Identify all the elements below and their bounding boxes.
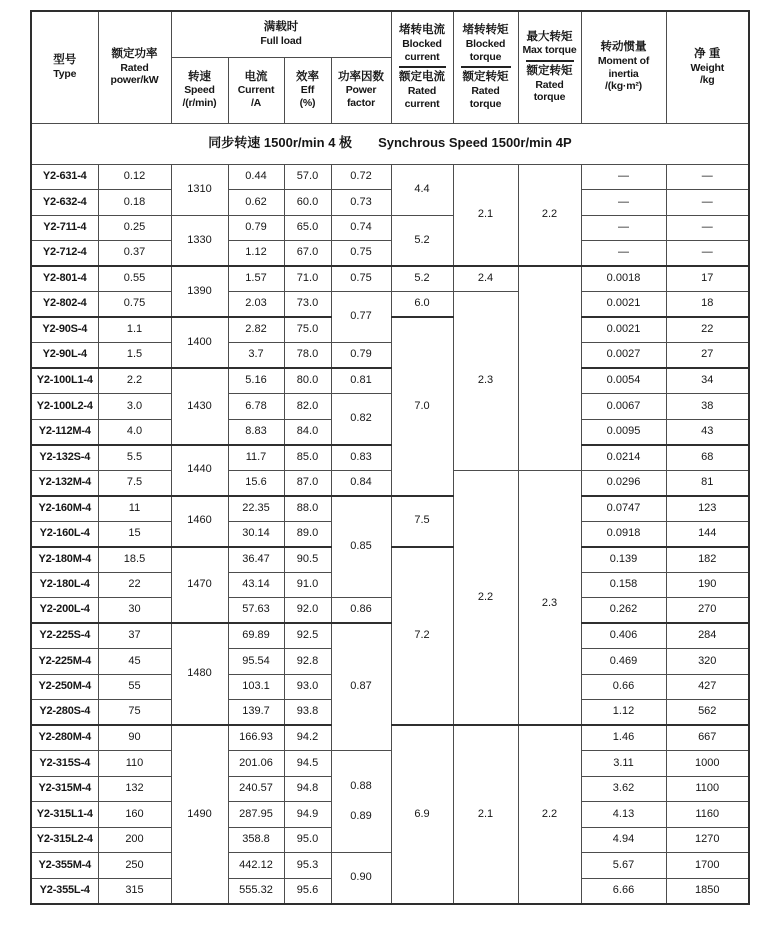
cell-current: 0.62 (228, 190, 284, 216)
cell-current: 139.7 (228, 700, 284, 726)
cell-type: Y2-315L1-4 (31, 802, 98, 828)
cell-max-torque-ratio (518, 266, 581, 470)
cell-weight: 1000 (666, 751, 749, 777)
cell-inertia: 3.62 (581, 776, 666, 802)
cell-type: Y2-711-4 (31, 215, 98, 241)
cell-eff: 75.0 (284, 317, 331, 343)
cell-current: 5.16 (228, 368, 284, 394)
table-row (31, 164, 749, 190)
cell-current: 201.06 (228, 751, 284, 777)
cell-inertia: 1.46 (581, 725, 666, 751)
cell-weight: 1100 (666, 776, 749, 802)
cell-eff: 88.0 (284, 496, 331, 522)
table-row (31, 623, 749, 649)
cell-eff: 93.0 (284, 674, 331, 700)
cell-eff: 92.5 (284, 623, 331, 649)
cell-power: 30 (98, 598, 171, 624)
cell-inertia: — (581, 215, 666, 241)
cell-eff: 93.8 (284, 700, 331, 726)
cell-type: Y2-315M-4 (31, 776, 98, 802)
cell-current: 30.14 (228, 521, 284, 547)
cell-current: 69.89 (228, 623, 284, 649)
cell-type: Y2-280S-4 (31, 700, 98, 726)
cell-power: 0.55 (98, 266, 171, 292)
cell-power-factor: 0.75 (331, 241, 391, 267)
cell-speed: 1480 (171, 623, 228, 725)
cell-weight: 667 (666, 725, 749, 751)
cell-type: Y2-100L2-4 (31, 394, 98, 420)
table-row (31, 343, 749, 369)
cell-power: 160 (98, 802, 171, 828)
cell-blocked-current-ratio: 5.2 (391, 266, 453, 292)
cell-inertia: 0.139 (581, 547, 666, 573)
cell-current: 0.79 (228, 215, 284, 241)
cell-type: Y2-225M-4 (31, 649, 98, 675)
cell-inertia: 0.66 (581, 674, 666, 700)
cell-power-factor: 0.79 (331, 343, 391, 369)
cell-type: Y2-631-4 (31, 164, 98, 190)
cell-current: 3.7 (228, 343, 284, 369)
cell-inertia: — (581, 164, 666, 190)
cell-type: Y2-225S-4 (31, 623, 98, 649)
cell-blocked-torque-ratio: 2.2 (453, 470, 518, 725)
cell-power: 0.18 (98, 190, 171, 216)
cell-type: Y2-280M-4 (31, 725, 98, 751)
cell-weight: 43 (666, 419, 749, 445)
cell-type: Y2-250M-4 (31, 674, 98, 700)
cell-blocked-current-ratio: 6.9 (391, 725, 453, 904)
cell-inertia: 0.0918 (581, 521, 666, 547)
cell-current: 95.54 (228, 649, 284, 675)
table-row (31, 190, 749, 216)
cell-eff: 73.0 (284, 292, 331, 318)
cell-type: Y2-90S-4 (31, 317, 98, 343)
cell-current: 1.57 (228, 266, 284, 292)
cell-speed: 1330 (171, 215, 228, 266)
cell-eff: 92.0 (284, 598, 331, 624)
col-header-current: 电流 Current /A (228, 57, 284, 123)
cell-power-factor: 0.87 (331, 623, 391, 751)
col-group-header-full-load (171, 11, 391, 57)
cell-eff: 80.0 (284, 368, 331, 394)
cell-speed: 1490 (171, 725, 228, 904)
cell-current: 36.47 (228, 547, 284, 573)
cell-weight: 320 (666, 649, 749, 675)
cell-eff: 85.0 (284, 445, 331, 471)
cell-type: Y2-802-4 (31, 292, 98, 318)
cell-type: Y2-712-4 (31, 241, 98, 267)
full-load-header-zh: 满载时 (263, 21, 299, 34)
cell-speed: 1470 (171, 547, 228, 624)
cell-inertia: 0.0018 (581, 266, 666, 292)
cell-eff: 94.9 (284, 802, 331, 828)
cell-blocked-torque-ratio: 2.1 (453, 164, 518, 266)
cell-power: 200 (98, 827, 171, 853)
cell-speed: 1390 (171, 266, 228, 317)
cell-weight: 18 (666, 292, 749, 318)
cell-type: Y2-90L-4 (31, 343, 98, 369)
power-header-en: Rated power/kW (110, 61, 159, 87)
cell-weight: 1270 (666, 827, 749, 853)
cell-type: Y2-100L1-4 (31, 368, 98, 394)
cell-type: Y2-355L-4 (31, 878, 98, 904)
cell-weight: 270 (666, 598, 749, 624)
cell-eff: 90.5 (284, 547, 331, 573)
max-torque-numerator: 最大转矩 Max torque (522, 30, 577, 57)
cell-power: 55 (98, 674, 171, 700)
cell-power-factor: 0.82 (331, 394, 391, 445)
col-header-type (31, 11, 98, 123)
table-row (31, 241, 749, 267)
col-header-weight: 净 重 Weight /kg (666, 11, 749, 123)
cell-speed: 1430 (171, 368, 228, 445)
cell-current: 2.03 (228, 292, 284, 318)
cell-power: 37 (98, 623, 171, 649)
cell-current: 166.93 (228, 725, 284, 751)
cell-current: 22.35 (228, 496, 284, 522)
cell-inertia: — (581, 190, 666, 216)
table-row (31, 853, 749, 879)
cell-inertia: 0.0021 (581, 317, 666, 343)
cell-eff: 67.0 (284, 241, 331, 267)
col-header-blocked-current-ratio (391, 11, 453, 123)
cell-speed: 1400 (171, 317, 228, 368)
cell-inertia: — (581, 241, 666, 267)
cell-power-factor: 0.73 (331, 190, 391, 216)
cell-type: Y2-315S-4 (31, 751, 98, 777)
cell-type: Y2-632-4 (31, 190, 98, 216)
cell-type: Y2-132M-4 (31, 470, 98, 496)
cell-inertia: 5.67 (581, 853, 666, 879)
cell-eff: 95.3 (284, 853, 331, 879)
cell-power: 18.5 (98, 547, 171, 573)
cell-type: Y2-160L-4 (31, 521, 98, 547)
cell-inertia: 0.406 (581, 623, 666, 649)
cell-blocked-current-ratio: 7.5 (391, 496, 453, 547)
cell-power-factor: 0.72 (331, 164, 391, 190)
cell-current: 1.12 (228, 241, 284, 267)
cell-power: 250 (98, 853, 171, 879)
cell-weight: — (666, 190, 749, 216)
cell-inertia: 0.0296 (581, 470, 666, 496)
cell-blocked-current-ratio: 4.4 (391, 164, 453, 215)
cell-power: 7.5 (98, 470, 171, 496)
blocked-current-denominator: 额定电流 Rated current (399, 66, 446, 112)
cell-power: 15 (98, 521, 171, 547)
cell-power-factor: 0.75 (331, 266, 391, 292)
blocked-torque-denominator: 额定转矩 Rated torque (461, 66, 511, 112)
cell-power-factor: 0.85 (331, 496, 391, 598)
cell-power-factor: 0.74 (331, 215, 391, 241)
cell-current: 103.1 (228, 674, 284, 700)
cell-current: 57.63 (228, 598, 284, 624)
max-torque-denominator: 额定转矩 Rated torque (526, 60, 574, 106)
cell-eff: 92.8 (284, 649, 331, 675)
cell-weight: 17 (666, 266, 749, 292)
cell-current: 442.12 (228, 853, 284, 879)
cell-inertia: 4.13 (581, 802, 666, 828)
cell-speed: 1460 (171, 496, 228, 547)
cell-inertia: 0.0095 (581, 419, 666, 445)
cell-blocked-torque-ratio: 2.4 (453, 266, 518, 292)
col-header-rated-power (98, 11, 171, 123)
cell-current: 43.14 (228, 572, 284, 598)
cell-power: 0.37 (98, 241, 171, 267)
cell-inertia: 0.0747 (581, 496, 666, 522)
cell-eff: 71.0 (284, 266, 331, 292)
col-header-power-factor: 功率因数 Power factor (331, 57, 391, 123)
cell-power-factor: 0.84 (331, 470, 391, 496)
cell-current: 6.78 (228, 394, 284, 420)
table-row (31, 266, 749, 292)
cell-eff: 78.0 (284, 343, 331, 369)
cell-power: 0.25 (98, 215, 171, 241)
type-header-en: Type (53, 67, 77, 80)
col-header-blocked-torque-ratio (453, 11, 518, 123)
cell-power: 0.75 (98, 292, 171, 318)
cell-type: Y2-200L-4 (31, 598, 98, 624)
col-header-max-torque-ratio (518, 11, 581, 123)
cell-weight: 38 (666, 394, 749, 420)
cell-inertia: 0.158 (581, 572, 666, 598)
cell-eff: 87.0 (284, 470, 331, 496)
cell-weight: — (666, 164, 749, 190)
cell-eff: 84.0 (284, 419, 331, 445)
cell-eff: 60.0 (284, 190, 331, 216)
cell-type: Y2-132S-4 (31, 445, 98, 471)
cell-power-factor: 0.81 (331, 368, 391, 394)
cell-eff: 94.2 (284, 725, 331, 751)
table-row (31, 394, 749, 420)
cell-eff: 94.5 (284, 751, 331, 777)
cell-current: 15.6 (228, 470, 284, 496)
cell-blocked-torque-ratio: 2.3 (453, 292, 518, 471)
cell-type: Y2-180L-4 (31, 572, 98, 598)
motor-spec-table (30, 10, 750, 905)
cell-power: 90 (98, 725, 171, 751)
cell-weight: 182 (666, 547, 749, 573)
cell-power: 315 (98, 878, 171, 904)
cell-inertia: 1.12 (581, 700, 666, 726)
cell-inertia: 0.0214 (581, 445, 666, 471)
cell-weight: 1160 (666, 802, 749, 828)
cell-power: 4.0 (98, 419, 171, 445)
cell-power: 132 (98, 776, 171, 802)
cell-current: 358.8 (228, 827, 284, 853)
cell-weight: — (666, 215, 749, 241)
cell-power: 110 (98, 751, 171, 777)
synchronous-speed-title (31, 123, 749, 164)
synchronous-speed-section-row (31, 123, 749, 164)
cell-weight: 190 (666, 572, 749, 598)
cell-blocked-current-ratio: 7.0 (391, 317, 453, 496)
cell-current: 0.44 (228, 164, 284, 190)
col-header-eff: 效率 Eff (%) (284, 57, 331, 123)
cell-weight: 22 (666, 317, 749, 343)
cell-power: 45 (98, 649, 171, 675)
full-load-header-en: Full load (260, 34, 302, 47)
cell-weight: 284 (666, 623, 749, 649)
cell-weight: 34 (666, 368, 749, 394)
sync-title-zh: 同步转速 1500r/min 4 极 (208, 135, 353, 151)
cell-power-factor: 0.88 0.89 (331, 751, 391, 853)
cell-max-torque-ratio: 2.2 (518, 164, 581, 266)
cell-speed: 1440 (171, 445, 228, 496)
cell-power-factor: 0.77 (331, 292, 391, 343)
cell-eff: 91.0 (284, 572, 331, 598)
cell-eff: 82.0 (284, 394, 331, 420)
cell-inertia: 3.11 (581, 751, 666, 777)
cell-inertia: 0.0067 (581, 394, 666, 420)
table-header (31, 11, 749, 123)
table-row (31, 751, 749, 777)
cell-eff: 94.8 (284, 776, 331, 802)
cell-blocked-current-ratio: 7.2 (391, 547, 453, 726)
cell-power: 11 (98, 496, 171, 522)
cell-eff: 95.6 (284, 878, 331, 904)
cell-power: 3.0 (98, 394, 171, 420)
cell-blocked-torque-ratio: 2.1 (453, 725, 518, 904)
table-row (31, 470, 749, 496)
cell-weight: 68 (666, 445, 749, 471)
cell-type: Y2-112M-4 (31, 419, 98, 445)
cell-power-factor: 0.86 (331, 598, 391, 624)
cell-type: Y2-160M-4 (31, 496, 98, 522)
cell-eff: 89.0 (284, 521, 331, 547)
cell-power: 22 (98, 572, 171, 598)
cell-inertia: 4.94 (581, 827, 666, 853)
cell-blocked-current-ratio: 6.0 (391, 292, 453, 318)
sync-title-en: Synchrous Speed 1500r/min 4P (378, 135, 572, 151)
cell-inertia: 0.0054 (581, 368, 666, 394)
cell-current: 2.82 (228, 317, 284, 343)
table-row (31, 215, 749, 241)
cell-weight: 562 (666, 700, 749, 726)
cell-max-torque-ratio: 2.3 (518, 470, 581, 725)
col-header-speed: 转速 Speed /(r/min) (171, 57, 228, 123)
cell-weight: 144 (666, 521, 749, 547)
cell-type: Y2-315L2-4 (31, 827, 98, 853)
cell-inertia: 0.262 (581, 598, 666, 624)
cell-power: 1.1 (98, 317, 171, 343)
cell-weight: 427 (666, 674, 749, 700)
cell-weight: 1850 (666, 878, 749, 904)
cell-inertia: 0.0027 (581, 343, 666, 369)
cell-power: 1.5 (98, 343, 171, 369)
cell-eff: 95.0 (284, 827, 331, 853)
cell-weight: — (666, 241, 749, 267)
cell-type: Y2-355M-4 (31, 853, 98, 879)
cell-weight: 123 (666, 496, 749, 522)
col-header-inertia: 转动惯量 Moment of inertia /(kg·m²) (581, 11, 666, 123)
table-row (31, 496, 749, 522)
cell-power-factor: 0.83 (331, 445, 391, 471)
cell-eff: 57.0 (284, 164, 331, 190)
cell-current: 240.57 (228, 776, 284, 802)
cell-power: 0.12 (98, 164, 171, 190)
cell-weight: 1700 (666, 853, 749, 879)
cell-power: 75 (98, 700, 171, 726)
cell-weight: 27 (666, 343, 749, 369)
cell-weight: 81 (666, 470, 749, 496)
table-row (31, 598, 749, 624)
blocked-torque-numerator: 堵转转矩 Blocked torque (462, 24, 509, 63)
cell-current: 287.95 (228, 802, 284, 828)
power-header-zh: 额定功率 (111, 47, 158, 60)
table-row (31, 368, 749, 394)
table-row (31, 445, 749, 471)
cell-inertia: 6.66 (581, 878, 666, 904)
cell-inertia: 0.469 (581, 649, 666, 675)
cell-power: 2.2 (98, 368, 171, 394)
cell-current: 555.32 (228, 878, 284, 904)
table-row (31, 292, 749, 318)
cell-power-factor: 0.90 (331, 853, 391, 904)
cell-max-torque-ratio: 2.2 (518, 725, 581, 904)
cell-type: Y2-180M-4 (31, 547, 98, 573)
cell-current: 8.83 (228, 419, 284, 445)
cell-blocked-current-ratio: 5.2 (391, 215, 453, 266)
cell-eff: 65.0 (284, 215, 331, 241)
cell-type: Y2-801-4 (31, 266, 98, 292)
cell-current: 11.7 (228, 445, 284, 471)
cell-power: 5.5 (98, 445, 171, 471)
table-body (31, 123, 749, 904)
blocked-current-numerator: 堵转电流 Blocked current (399, 24, 445, 63)
cell-inertia: 0.0021 (581, 292, 666, 318)
cell-speed: 1310 (171, 164, 228, 215)
type-header-zh: 型号 (53, 54, 77, 67)
